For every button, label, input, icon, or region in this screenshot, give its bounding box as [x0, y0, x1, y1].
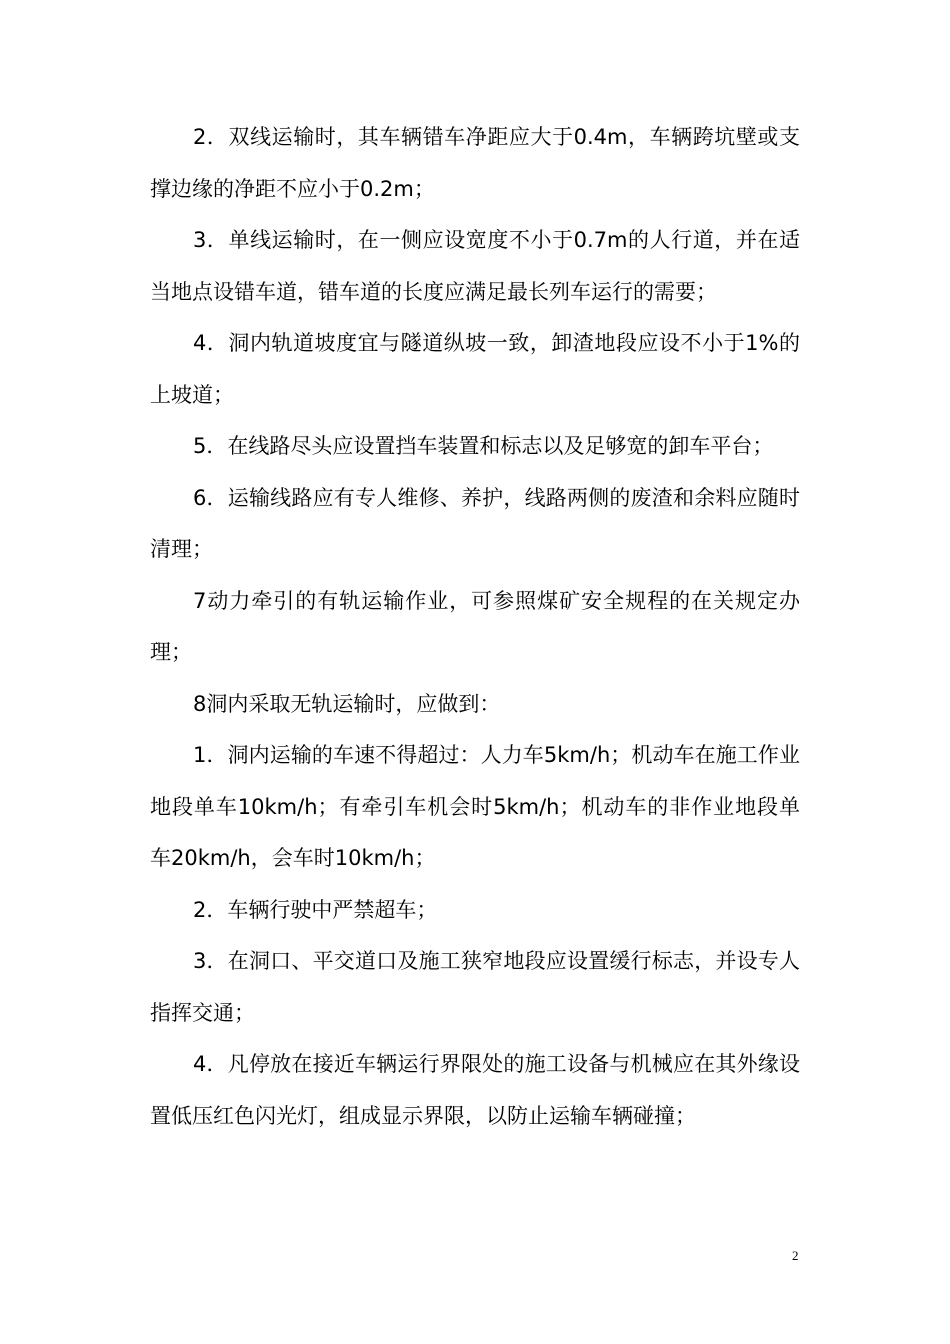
paragraph-trackless-heading: 8洞内采取无轨运输时，应做到： [193, 691, 501, 716]
paragraph-track-end: 5．在线路尽头应设置挡车装置和标志以及足够宽的卸车平台； [193, 434, 774, 458]
page-number: 2 [792, 1248, 799, 1263]
paragraph-slow-signs: 3．在洞口、平交道口及施工狭窄地段应设置缓行标志，并设专人指挥交通； [150, 949, 800, 1025]
body-text [150, 112, 800, 1142]
paragraph-warning-lights: 4．凡停放在接近车辆运行界限处的施工设备与机械应在其外缘设置低压红色闪光灯，组成显示界限，以防止运输车辆碰撞； [150, 1052, 800, 1128]
paragraph-track-slope: 4．洞内轨道坡度宜与隧道纵坡一致，卸渣地段应设不小于1%的上坡道； [150, 331, 800, 407]
paragraph-no-overtaking: 2．车辆行驶中严禁超车； [193, 897, 438, 922]
paragraph-maintenance: 6．运输线路应有专人维修、养护，线路两侧的废渣和余料应随时清理； [150, 485, 800, 561]
paragraph-single-track: 3．单线运输时，在一侧应设宽度不小于0.7m的人行道，并在适当地点设错车道，错车道的长度应满足最长列车运行的需要； [150, 228, 800, 304]
paragraph-double-track: 2．双线运输时，其车辆错车净距应大于0.4m，车辆跨坑壁或支撑边缘的净距不应小于0.2m； [150, 125, 800, 201]
paragraph-powered-traction: 7动力牵引的有轨运输作业，可参照煤矿安全规程的在关规定办理； [150, 588, 800, 664]
paragraph-speed-limits: 1．洞内运输的车速不得超过：人力车5km/h；机动车在施工作业地段单车10km/h；有牵引车机会时5km/h；机动车的非作业地段单车20km/h，会车时10km/h； [150, 743, 800, 870]
